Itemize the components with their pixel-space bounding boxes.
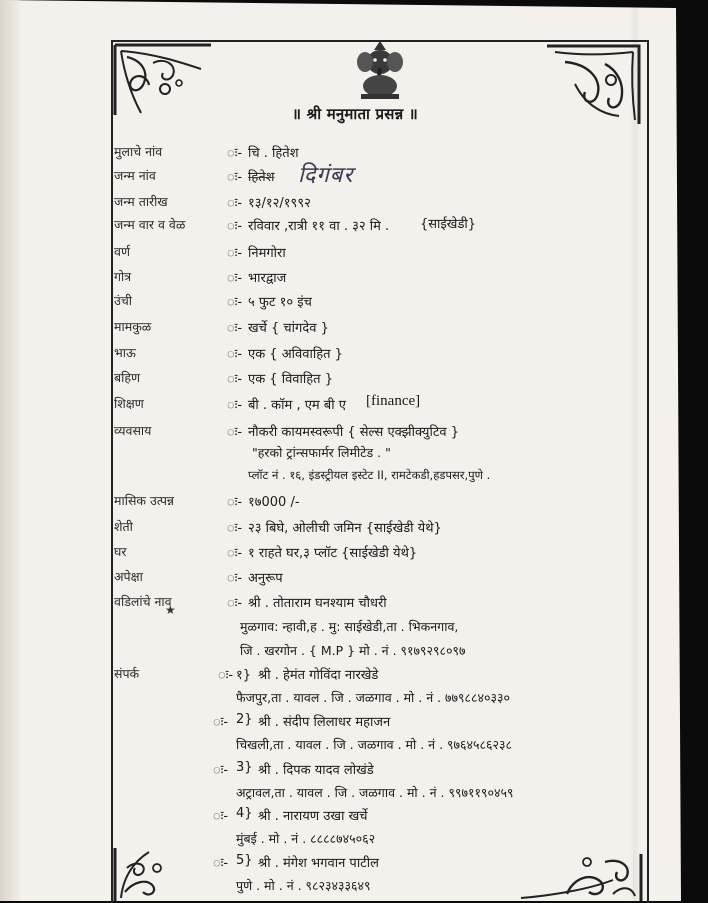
field-label: मामकुळ xyxy=(114,319,152,334)
field-label: जन्म तारीख xyxy=(114,194,168,209)
field-value: रविवार ,रात्री ११ वा . ३२ मि . xyxy=(248,219,390,234)
field-value: चि . हितेश xyxy=(248,146,299,161)
struck-name: हितेश xyxy=(248,170,275,185)
field-separator: ः- xyxy=(227,146,243,161)
field-extra: [finance] xyxy=(366,393,421,409)
field-label: वर्ण xyxy=(114,244,130,259)
business-name: "हरको ट्रांन्सफार्मर लिमीटेड . " xyxy=(252,445,391,460)
field-label: उंची xyxy=(114,293,133,308)
field-separator: ः- xyxy=(227,219,243,234)
contact-name: श्री . मंगेश भगवान पाटील xyxy=(258,856,379,871)
field-label: जन्म नांव xyxy=(114,168,156,183)
field-value: १ राहते घर,३ प्लॉट {साईखेडी येथे} xyxy=(248,546,418,561)
corner-ornament-bottom-left xyxy=(113,838,171,901)
field-extra: {साईखेडी} xyxy=(420,217,477,232)
field-separator: ः- xyxy=(227,170,243,185)
star-mark: ★ xyxy=(165,603,176,617)
field-value: एक { विवाहित } xyxy=(248,372,333,387)
corner-ornament-top-left xyxy=(113,43,213,121)
contact-separator: ः- xyxy=(213,809,229,824)
contact-number: 3} xyxy=(236,760,253,775)
document-heading: ॥ श्री मनुमाता प्रसन्न ॥ xyxy=(292,105,418,123)
field-value: ५ फुट १० इंच xyxy=(248,295,312,310)
contact-address: फैजपुर,ता . यावल . जि . जळगाव . मो . नं . ७७९८८४०३३० xyxy=(236,690,511,705)
field-value: श्री . तोताराम घनश्याम चौधरी xyxy=(248,596,387,611)
contact-number: 5} xyxy=(236,853,253,868)
field-label: शेती xyxy=(114,519,133,534)
field-value: १३/१२/१९९२ xyxy=(248,196,311,211)
field-separator: ः- xyxy=(227,246,243,261)
field-label: जन्म वार व वेळ xyxy=(114,217,186,232)
field-value: बी . कॉम , एम बी ए xyxy=(248,398,346,413)
field-label: मासिक उत्पन्न xyxy=(114,493,175,508)
field-separator: ः- xyxy=(227,372,243,387)
field-value: भारद्वाज xyxy=(248,271,287,286)
contact-separator: ः- xyxy=(213,763,229,778)
field-separator: ः- xyxy=(227,271,243,286)
field-label: व्यवसाय xyxy=(114,423,152,438)
contact-name: श्री . हेमंत गोविंदा नारखेडे xyxy=(258,668,379,683)
field-value: खर्चे { चांगदेव } xyxy=(248,321,329,336)
contact-address: पुणे . मो . नं . ९८२३४३३६४९ xyxy=(236,878,371,893)
business-address: प्लॉट नं . १६, इंडस्ट्रीयल इस्टेट II, रामटेकडी,हडपसर,पुणे . xyxy=(248,468,491,482)
contact-name: श्री . नारायण उखा खर्चे xyxy=(258,809,368,824)
father-origin: मुळगाव: न्हावी,ह . मु: साईखेडी,ता . भिकनगाव, xyxy=(240,619,459,634)
contact-separator: ः- xyxy=(213,856,229,871)
contact-number: 2} xyxy=(236,712,253,727)
father-district: जि . खरगोन . { M.P } मो . नं . ९१७९२९८०९७ xyxy=(240,643,466,658)
contact-separator: ः- xyxy=(218,668,234,683)
contact-address: चिखली,ता . यावल . जि . जळगाव . मो . नं . ९७६४५८६२३८ xyxy=(236,737,513,752)
field-label: बहिण xyxy=(114,370,141,385)
corner-ornament-bottom-right xyxy=(517,850,645,901)
ganesh-emblem xyxy=(353,38,407,100)
field-separator: ः- xyxy=(227,546,243,561)
field-label: घर xyxy=(114,544,127,559)
field-separator: ः- xyxy=(227,571,243,586)
contact-number: १} xyxy=(236,668,252,683)
contact-name: श्री . दिपक यादव लोखंडे xyxy=(258,763,374,778)
field-separator: ः- xyxy=(227,321,243,336)
contact-label: संपर्क xyxy=(114,666,140,681)
field-separator: ः- xyxy=(227,398,243,413)
field-separator: ः- xyxy=(227,196,243,211)
field-separator: ः- xyxy=(227,425,243,440)
field-separator: ः- xyxy=(227,347,243,362)
field-label: शिक्षण xyxy=(114,396,144,411)
field-value: एक { अविवाहित } xyxy=(248,347,343,362)
field-value: नौकरी कायमस्वरूपी { सेल्स एक्झीक्युटिव } xyxy=(248,425,460,440)
field-value: २३ बिघे, ओलीची जमिन {साईखेडी येथे} xyxy=(248,521,442,536)
contact-separator: ः- xyxy=(213,715,229,730)
field-separator: ः- xyxy=(227,295,243,310)
contact-number: 4} xyxy=(236,806,253,821)
contact-name: श्री . संदीप लिलाधर महाजन xyxy=(258,715,391,730)
field-label: अपेक्षा xyxy=(114,569,143,584)
corner-ornament-top-right xyxy=(545,44,643,128)
handwritten-name: दिगंबर xyxy=(298,163,354,188)
field-separator: ः- xyxy=(227,521,243,536)
field-label: मुलाचे नांव xyxy=(114,144,163,159)
field-value: निमगोरा xyxy=(248,246,286,261)
field-value: १७000 /- xyxy=(248,495,300,510)
contact-address: मुंबई . मो . नं . ८८८८७४५०६२ xyxy=(236,831,376,846)
field-value: अनुरूप xyxy=(248,571,283,586)
field-separator: ः- xyxy=(227,596,243,611)
field-label: वडिलांचे नाव xyxy=(114,594,172,609)
field-label: भाऊ xyxy=(114,345,136,360)
field-separator: ः- xyxy=(227,495,243,510)
field-label: गोत्र xyxy=(114,269,132,284)
contact-address: अट्रावल,ता . यावल . जि . जळगाव . मो . नं . ९९७११९०४५९ xyxy=(236,785,514,800)
